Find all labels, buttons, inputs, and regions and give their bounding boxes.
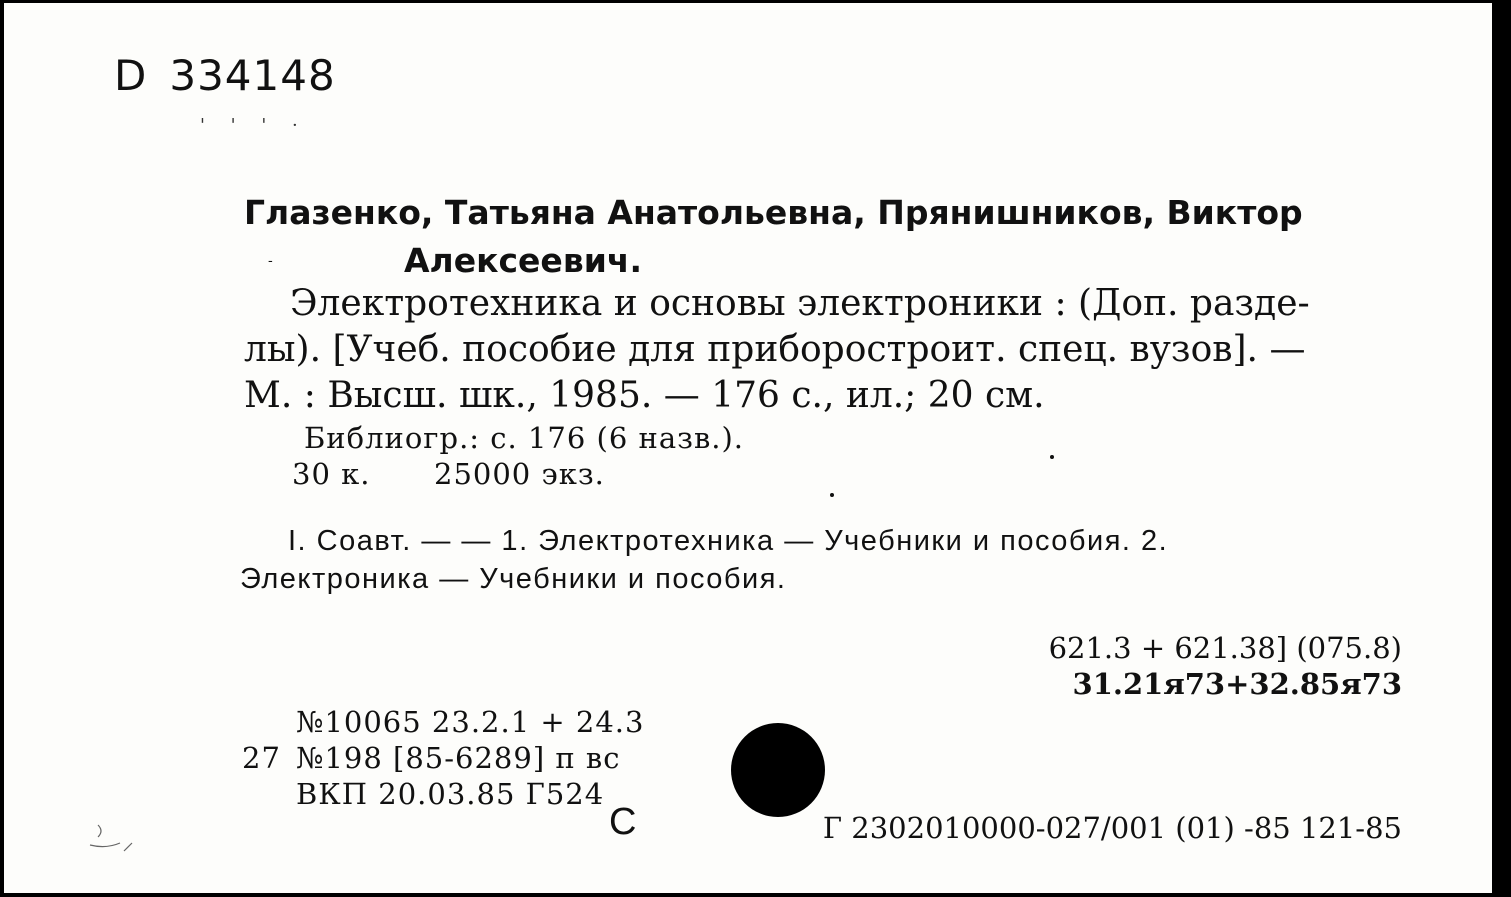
margin-mark: -: [268, 253, 273, 269]
scan-edge: [1493, 0, 1511, 897]
pencil-scribble: [84, 821, 144, 861]
title-line-3: М. : Высш. шк., 1985. — 176 с., ил.; 20 см.: [244, 375, 1045, 416]
title-line-1: Электротехника и основы электроники : (Доп. разде-: [290, 283, 1310, 324]
order-line-3: ВКП 20.03.85 Г524: [296, 777, 605, 811]
letter-c: С: [609, 801, 637, 843]
inventory-number: [114, 51, 336, 100]
inventory-prefix: D: [114, 51, 148, 100]
catalog-card: [4, 3, 1492, 893]
inventory-digits: 334148: [169, 51, 336, 100]
margin-dots: ' ' ' ·: [200, 115, 308, 136]
order-line-2: №198 [85-6289] п вс: [296, 741, 621, 775]
punch-hole: [731, 723, 825, 817]
authors-line-1: Глазенко, Татьяна Анатольевна, Прянишников, Виктор: [244, 193, 1303, 232]
bbk-index: 31.21я73+32.85я73: [1072, 667, 1402, 701]
price: 30 к.: [292, 457, 371, 491]
order-prefix: 27: [242, 741, 281, 775]
speck: [830, 493, 834, 497]
udc-index: 621.3 + 621.38] (075.8): [1048, 631, 1402, 665]
copies: 25000 экз.: [434, 457, 605, 491]
title-line-2: лы). [Учеб. пособие для приборостроит. спец. вузов]. —: [244, 329, 1306, 370]
bottom-code: Г 2302010000-027/001 (01) -85 121-85: [822, 811, 1402, 845]
subjects-line-1: I. Соавт. — — 1. Электротехника — Учебники и пособия. 2.: [288, 525, 1169, 557]
bibliography-note: Библиогр.: с. 176 (6 назв.).: [304, 421, 745, 455]
subjects-line-2: Электроника — Учебники и пособия.: [240, 563, 787, 595]
speck: [1050, 455, 1054, 459]
authors-line-2: Алексеевич.: [404, 241, 643, 280]
order-line-1: №10065 23.2.1 + 24.3: [296, 705, 645, 739]
